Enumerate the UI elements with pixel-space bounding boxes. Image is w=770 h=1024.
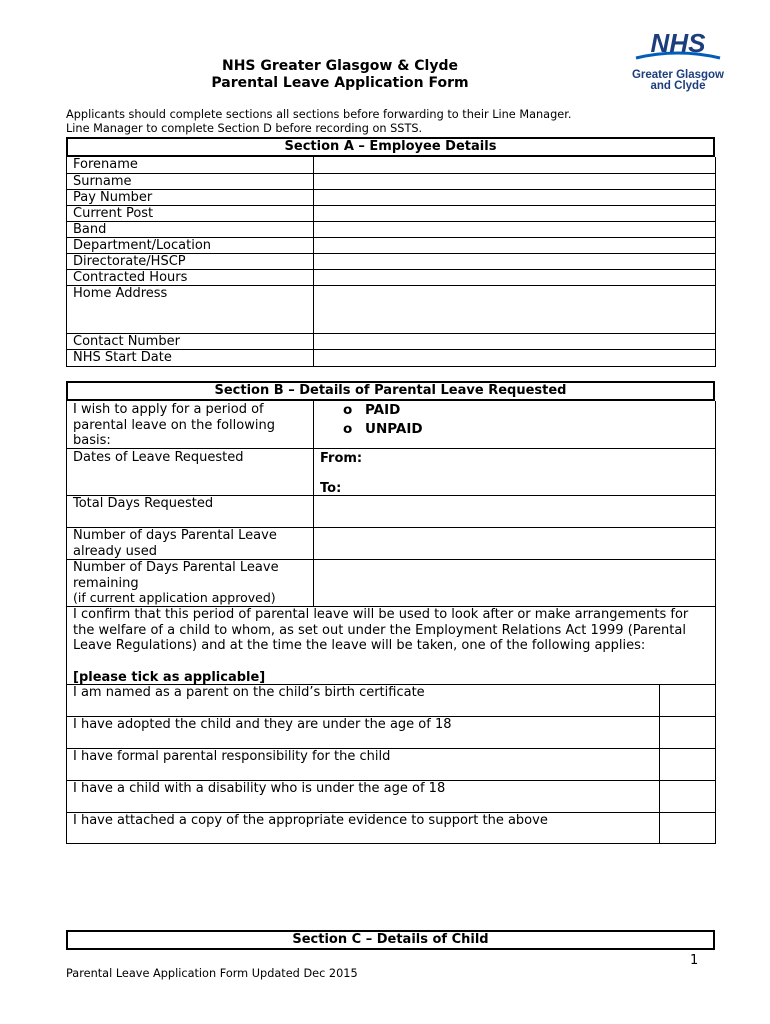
logo-line1: Greater Glasgow — [631, 69, 725, 81]
option-paid-label: PAID — [365, 402, 401, 418]
condition-label: I have a child with a disability who is under the age of 18 — [73, 781, 446, 796]
confirm-row — [67, 606, 715, 685]
condition-row[interactable] — [67, 781, 715, 813]
field-label: Current Post — [73, 206, 154, 221]
section-a-heading: Section A – Employee Details — [66, 137, 715, 157]
days-used-row[interactable] — [67, 528, 715, 560]
checkbox-circle-icon[interactable]: o — [343, 421, 353, 437]
days-remaining-note: (if current application approved) — [73, 590, 276, 605]
field-row-directorate[interactable] — [67, 254, 715, 270]
field-row-department[interactable] — [67, 238, 715, 254]
intro-line1: Applicants should complete sections all sections before forwarding to their Line Manager. — [66, 108, 572, 121]
field-row-contracted-hours[interactable] — [67, 270, 715, 286]
condition-row[interactable] — [67, 813, 715, 844]
dates-label: Dates of Leave Requested — [73, 450, 244, 465]
section-b-heading: Section B – Details of Parental Leave Requested — [66, 381, 715, 401]
field-row-home-address[interactable] — [67, 286, 715, 334]
field-label: Department/Location — [73, 238, 212, 253]
nhs-wordmark-text: NHS — [650, 30, 706, 58]
condition-label: I have attached a copy of the appropriate evidence to support the above — [73, 813, 548, 828]
nhs-logo — [622, 30, 734, 98]
field-label: NHS Start Date — [73, 350, 172, 365]
option-paid[interactable] — [343, 401, 400, 419]
field-row-contact-number[interactable] — [67, 334, 715, 350]
condition-label: I have formal parental responsibility for the child — [73, 749, 391, 764]
condition-row[interactable] — [67, 749, 715, 781]
field-label: Pay Number — [73, 190, 153, 205]
field-label: Band — [73, 222, 107, 237]
days-remaining-row[interactable] — [67, 560, 715, 606]
confirm-instruction: [please tick as applicable] — [73, 670, 266, 685]
field-label: Forename — [73, 157, 138, 172]
dates-row[interactable] — [67, 449, 715, 496]
total-days-label: Total Days Requested — [73, 496, 214, 511]
page-number: 1 — [690, 953, 699, 968]
days-remaining-label: Number of Days Parental Leave remaining — [73, 560, 279, 591]
total-days-row[interactable] — [67, 496, 715, 528]
section-a-table — [66, 157, 716, 367]
field-row-surname[interactable] — [67, 174, 715, 190]
confirm-text: I confirm that this period of parental leave will be used to look after or make arrangements for the welfare of a child to whom, as set out under the Employment Relations Act 1999 (Parental Leave Regulations) and at the time the leave will be taken, one of the following applies: — [73, 607, 689, 653]
apply-basis-row — [67, 401, 715, 449]
field-label: Surname — [73, 174, 132, 189]
days-used-label: Number of days Parental Leave already used — [73, 528, 277, 559]
option-unpaid[interactable] — [343, 420, 423, 438]
nhs-wordmark-icon — [630, 30, 726, 60]
field-row-band[interactable] — [67, 222, 715, 238]
field-row-forename[interactable] — [67, 157, 715, 174]
apply-basis-label: I wish to apply for a period of parental leave on the following basis: — [73, 402, 275, 448]
field-row-current-post[interactable] — [67, 206, 715, 222]
condition-label: I am named as a parent on the child’s birth certificate — [73, 685, 425, 700]
condition-row[interactable] — [67, 685, 715, 717]
section-b-table — [66, 401, 716, 844]
field-row-pay-number[interactable] — [67, 190, 715, 206]
field-row-start-date[interactable] — [67, 350, 715, 367]
field-label: Directorate/HSCP — [73, 254, 186, 269]
org-title: NHS Greater Glasgow & Clyde — [221, 58, 458, 74]
intro-line2: Line Manager to complete Section D before recording on SSTS. — [66, 122, 423, 135]
logo-line2: and Clyde — [650, 80, 706, 92]
section-c-heading: Section C – Details of Child — [66, 930, 715, 950]
condition-label: I have adopted the child and they are under the age of 18 — [73, 717, 452, 732]
from-label: From: — [320, 451, 363, 466]
option-unpaid-label: UNPAID — [365, 421, 423, 437]
field-label: Home Address — [73, 286, 168, 301]
condition-row[interactable] — [67, 717, 715, 749]
footer-text: Parental Leave Application Form Updated Dec 2015 — [66, 967, 358, 980]
checkbox-circle-icon[interactable]: o — [343, 402, 353, 418]
field-label: Contact Number — [73, 334, 180, 349]
to-label: To: — [320, 481, 342, 496]
field-label: Contracted Hours — [73, 270, 188, 285]
form-title: Parental Leave Application Form — [211, 75, 469, 91]
